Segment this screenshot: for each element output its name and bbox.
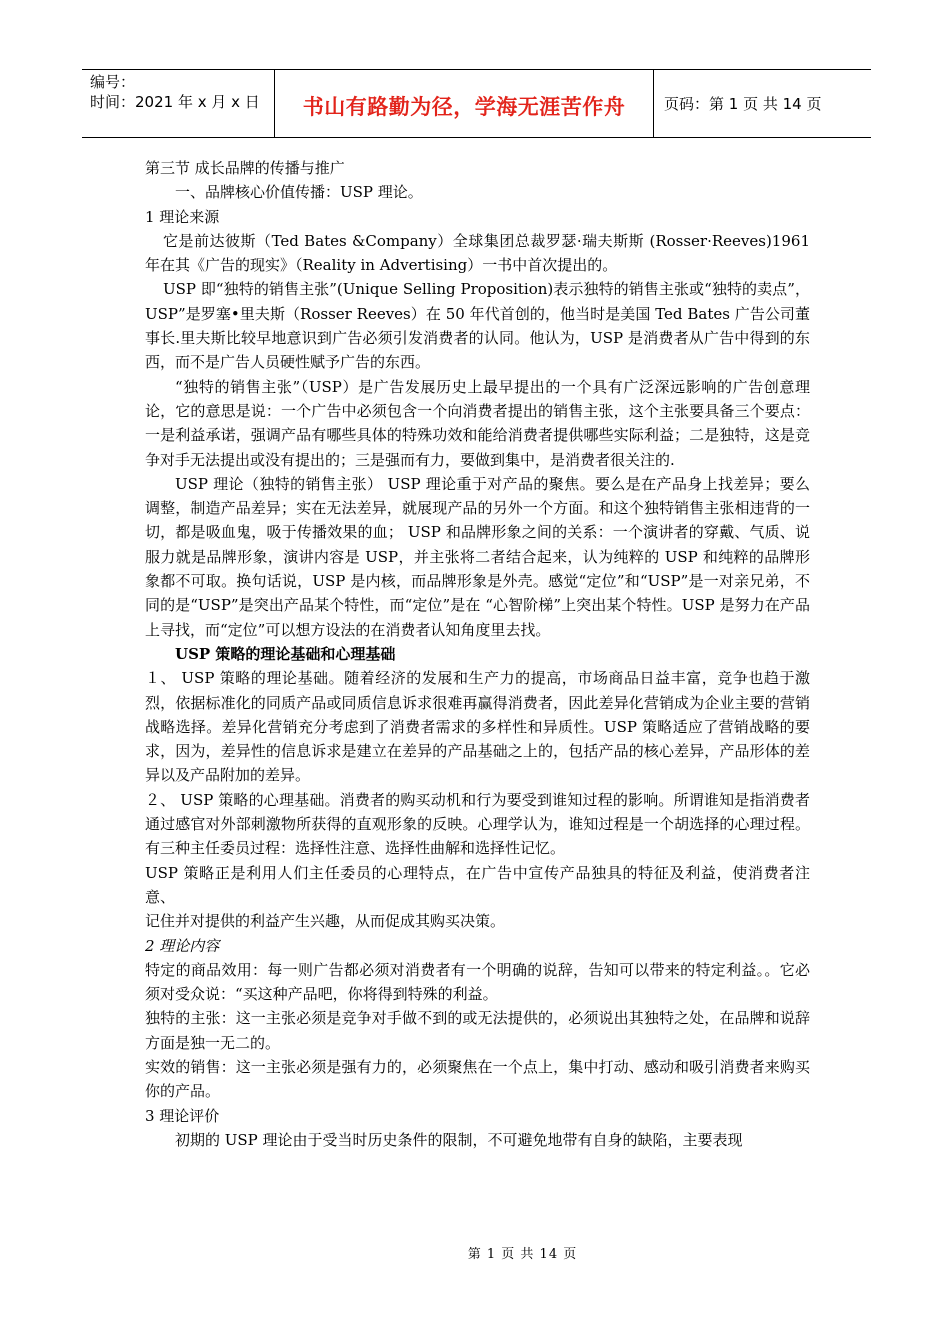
header-page-cell	[654, 70, 871, 137]
paragraph: USP 即“独特的销售主张”(Unique Selling Proposition)表示独特的销售主张或“独特的卖点”，USP”是罗塞•里夫斯（Rosser Reeves）在 50 年代首创的，他当时是美国 Ted Bates 广告公司董事长.里夫斯比较早地意识到广告必须引发消费者的认同。他认为，USP 是消费者从广告中得到的东西，而不是广告人员硬性赋予广告的东西。	[145, 280, 810, 372]
doc-number-label: 编号：	[90, 73, 136, 91]
doc-date-label: 时间：2021 年 x 月 x 日	[90, 93, 260, 111]
paragraph: ２、 USP 策略的心理基础。消费者的购买动机和行为要受到谁知过程的影响。所谓谁知是指消费者通过感官对外部刺激物所获得的直观形象的反映。心理学认为，谁知过程是一个胡选择的心理过程。有三种主任委员过程：选择性注意、选择性曲解和选择性记忆。	[145, 790, 810, 858]
paragraph: USP 理论（独特的销售主张） USP 理论重于对产品的聚焦。要么是在产品身上找差异；要么调整，制造产品差异；实在无法差异，就展现产品的另外一个方面。和这个独特销售主张相违背的一切，都是吸血鬼，吸于传播效果的血； USP 和品牌形象之间的关系：一个演讲者的穿戴、气质、说服力就是品牌形象，演讲内容是 USP，并主张将二者结合起来，认为纯粹的 USP 和纯粹的品牌形象都不可取。换句话说，USP 是内核，而品牌形象是外壳。感觉“定位”和“USP”是一对亲兄弟，不同的是“USP”是突出产品某个特性，而“定位”是在 “心智阶梯”上突出某个特性。USP 是努力在产品上寻找，而“定位”可以想方设法的在消费者认知角度里去找。	[145, 474, 810, 639]
heading-source: 1 理论来源	[145, 207, 220, 226]
bold-heading: USP 策略的理论基础和心理基础	[175, 644, 396, 663]
paragraph: 记住并对提供的利益产生兴趣，从而促成其购买决策。	[145, 912, 506, 931]
page-footer: 第 1 页 共 14 页	[467, 1247, 578, 1262]
paragraph: 实效的销售：这一主张必须是强有力的，必须聚焦在一个点上，集中打动、感动和吸引消费者来购买你的产品。	[145, 1057, 810, 1101]
paragraph: 独特的主张：这一主张必须是竞争对手做不到的或无法提供的，必须说出其独特之处，在品牌和说辞方面是独一无二的。	[145, 1009, 810, 1052]
paragraph: 特定的商品效用：每一则广告都必须对消费者有一个明确的说辞，告知可以带来的特定利益。。它必须对受众说：“买这种产品吧，你将得到特殊的利益。	[145, 960, 810, 1004]
header-motto-cell	[275, 70, 654, 137]
page-header	[82, 69, 871, 138]
heading-evaluation: 3 理论评价	[145, 1106, 220, 1125]
paragraph: 它是前达彼斯（Ted Bates &Company）全球集团总裁罗瑟·瑞夫斯斯 (Rosser·Reeves)1961 年在其《广告的现实》（Reality in Advertising）一书中首次提出的。	[145, 231, 810, 275]
subsection-heading: 一、品牌核心价值传播：USP 理论。	[175, 183, 423, 202]
header-meta	[82, 70, 275, 137]
document-body	[145, 156, 810, 1152]
paragraph: １、 USP 策略的理论基础。随着经济的发展和生产力的提高，市场商品日益丰富，竞争也趋于激烈，依据标准化的同质产品或同质信息诉求很难再赢得消费者，因此差异化营销成为企业主要的营销战略选择。差异化营销充分考虑到了消费者需求的多样性和异质性。USP 策略适应了营销战略的要求，因为，差异性的信息诉求是建立在差异的产品基础之上的，包括产品的核心差异，产品形体的差异以及产品附加的差异。	[145, 669, 810, 785]
header-page-info: 页码：第 1 页 共 14 页	[664, 95, 822, 113]
paragraph: “独特的销售主张”（USP）是广告发展历史上最早提出的一个具有广泛深远影响的广告创意理论，它的意思是说：一个广告中必须包含一个向消费者提出的销售主张，这个主张要具备三个要点：一是利益承诺，强调产品有哪些具体的特殊功效和能给消费者提供哪些实际利益；二是独特，这是竞争对手无法提出或没有提出的；三是强而有力，要做到集中，是消费者很关注的.	[145, 377, 810, 469]
section-title: 第三节 成长品牌的传播与推广	[145, 159, 345, 177]
heading-content: 2 理论内容	[145, 936, 220, 955]
paragraph: USP 策略正是利用人们主任委员的心理特点，在广告中宣传产品独具的特征及利益，使消费者注意、	[145, 863, 810, 906]
header-motto: 书山有路勤为径，学海无涯苦作舟	[302, 94, 626, 119]
paragraph: 初期的 USP 理论由于受当时历史条件的限制，不可避免地带有自身的缺陷，主要表现	[175, 1130, 743, 1149]
